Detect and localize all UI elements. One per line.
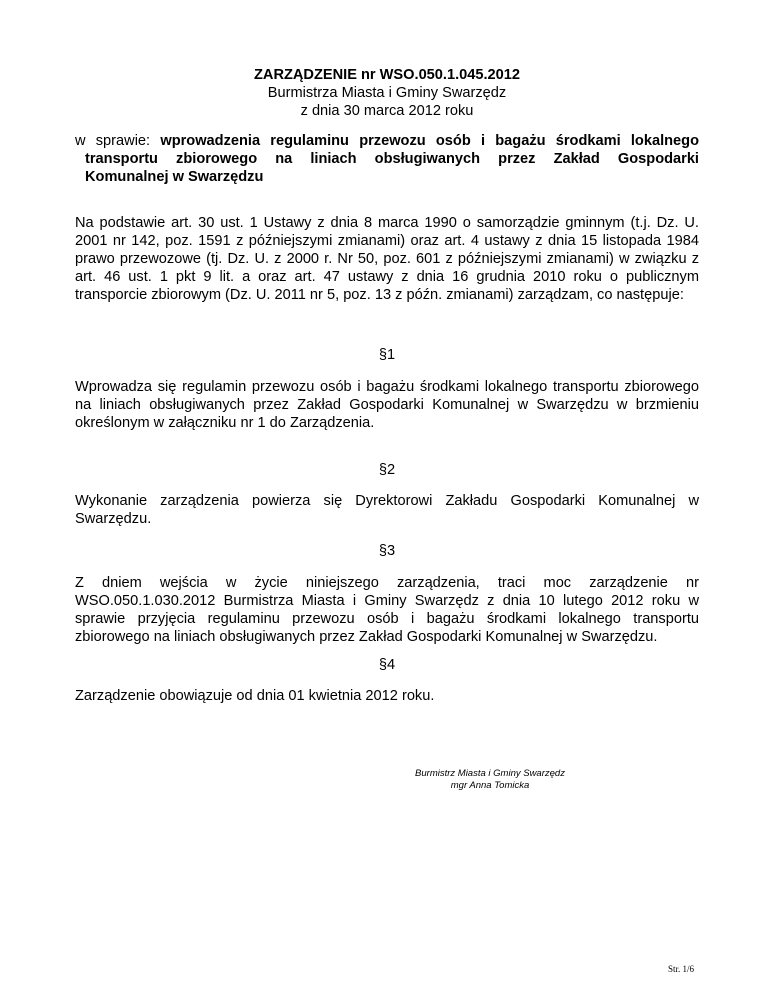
page-number: Str. 1/6 [667, 964, 694, 974]
subject-bold-3: Komunalnej w Swarzędzu [85, 169, 264, 185]
subject-prefix: w sprawie: [75, 133, 161, 149]
subject-bold-2: transportu zbiorowego na liniach obsługiwanych przez Zakład Gospodarki [85, 151, 699, 167]
document-subject [75, 132, 699, 186]
section-text-3: Z dniem wejścia w życie niniejszego zarządzenia, traci moc zarządzenie nr WSO.050.1.030.2012 Burmistrza Miasta i Gminy Swarzędz z dnia 10 lutego 2012 roku w sprawie przyjęcia regulaminu przewozu osób i bagażu środkami lokalnego transportu zbiorowego na liniach obsługiwanych przez Zakład Gospodarki Komunalnej w Swarzędzu. [75, 575, 699, 645]
preamble-paragraph: Na podstawie art. 30 ust. 1 Ustawy z dnia 8 marca 1990 o samorządzie gminnym (t.j. Dz. U. 2001 nr 142, poz. 1591 z późniejszymi zmianami) oraz art. 4 ustawy z dnia 15 listopada 1984 prawo przewozowe (tj. Dz. U. z 2000 r. Nr 50, poz. 601 z późniejszymi zmianami) w związku z art. 46 ust. 1 pkt 9 lit. a oraz art. 47 ustawy z dnia 16 grudnia 2010 roku o publicznym transporcie zbiorowym (Dz. U. 2011 nr 5, poz. 13 z późn. zmianami) zarządzam, co następuje: [75, 215, 699, 303]
section-mark-3: §3 [378, 543, 396, 559]
subject-line-3 [75, 168, 699, 186]
document-date: z dnia 30 marca 2012 roku [300, 103, 474, 119]
subject-bold-1: wprowadzenia regulaminu przewozu osób i bagażu środkami lokalnego [160, 133, 699, 149]
section-mark-4: §4 [378, 657, 396, 673]
document-issuer: Burmistrza Miasta i Gminy Swarzędz [267, 85, 507, 101]
section-text-2: Wykonanie zarządzenia powierza się Dyrektorowi Zakładu Gospodarki Komunalnej w Swarzędzu. [75, 493, 699, 527]
section-text-4: Zarządzenie obowiązuje od dnia 01 kwietnia 2012 roku. [75, 688, 435, 704]
signature-name: mgr Anna Tomicka [450, 780, 530, 791]
document-title: ZARZĄDZENIE nr WSO.050.1.045.2012 [253, 67, 521, 83]
signature-block [395, 768, 585, 792]
signature-office: Burmistrz Miasta i Gminy Swarzędz [415, 768, 565, 779]
document-header [75, 66, 699, 120]
subject-line-2 [75, 150, 699, 168]
section-mark-1: §1 [378, 347, 396, 363]
section-text-1: Wprowadza się regulamin przewozu osób i bagażu środkami lokalnego transportu zbiorowego na liniach obsługiwanych przez Zakład Gospodarki Komunalnej w Swarzędzu w brzmieniu określonym w załączniku nr 1 do Zarządzenia. [75, 379, 699, 431]
section-mark-2: §2 [378, 462, 396, 478]
subject-line-1 [75, 132, 699, 150]
